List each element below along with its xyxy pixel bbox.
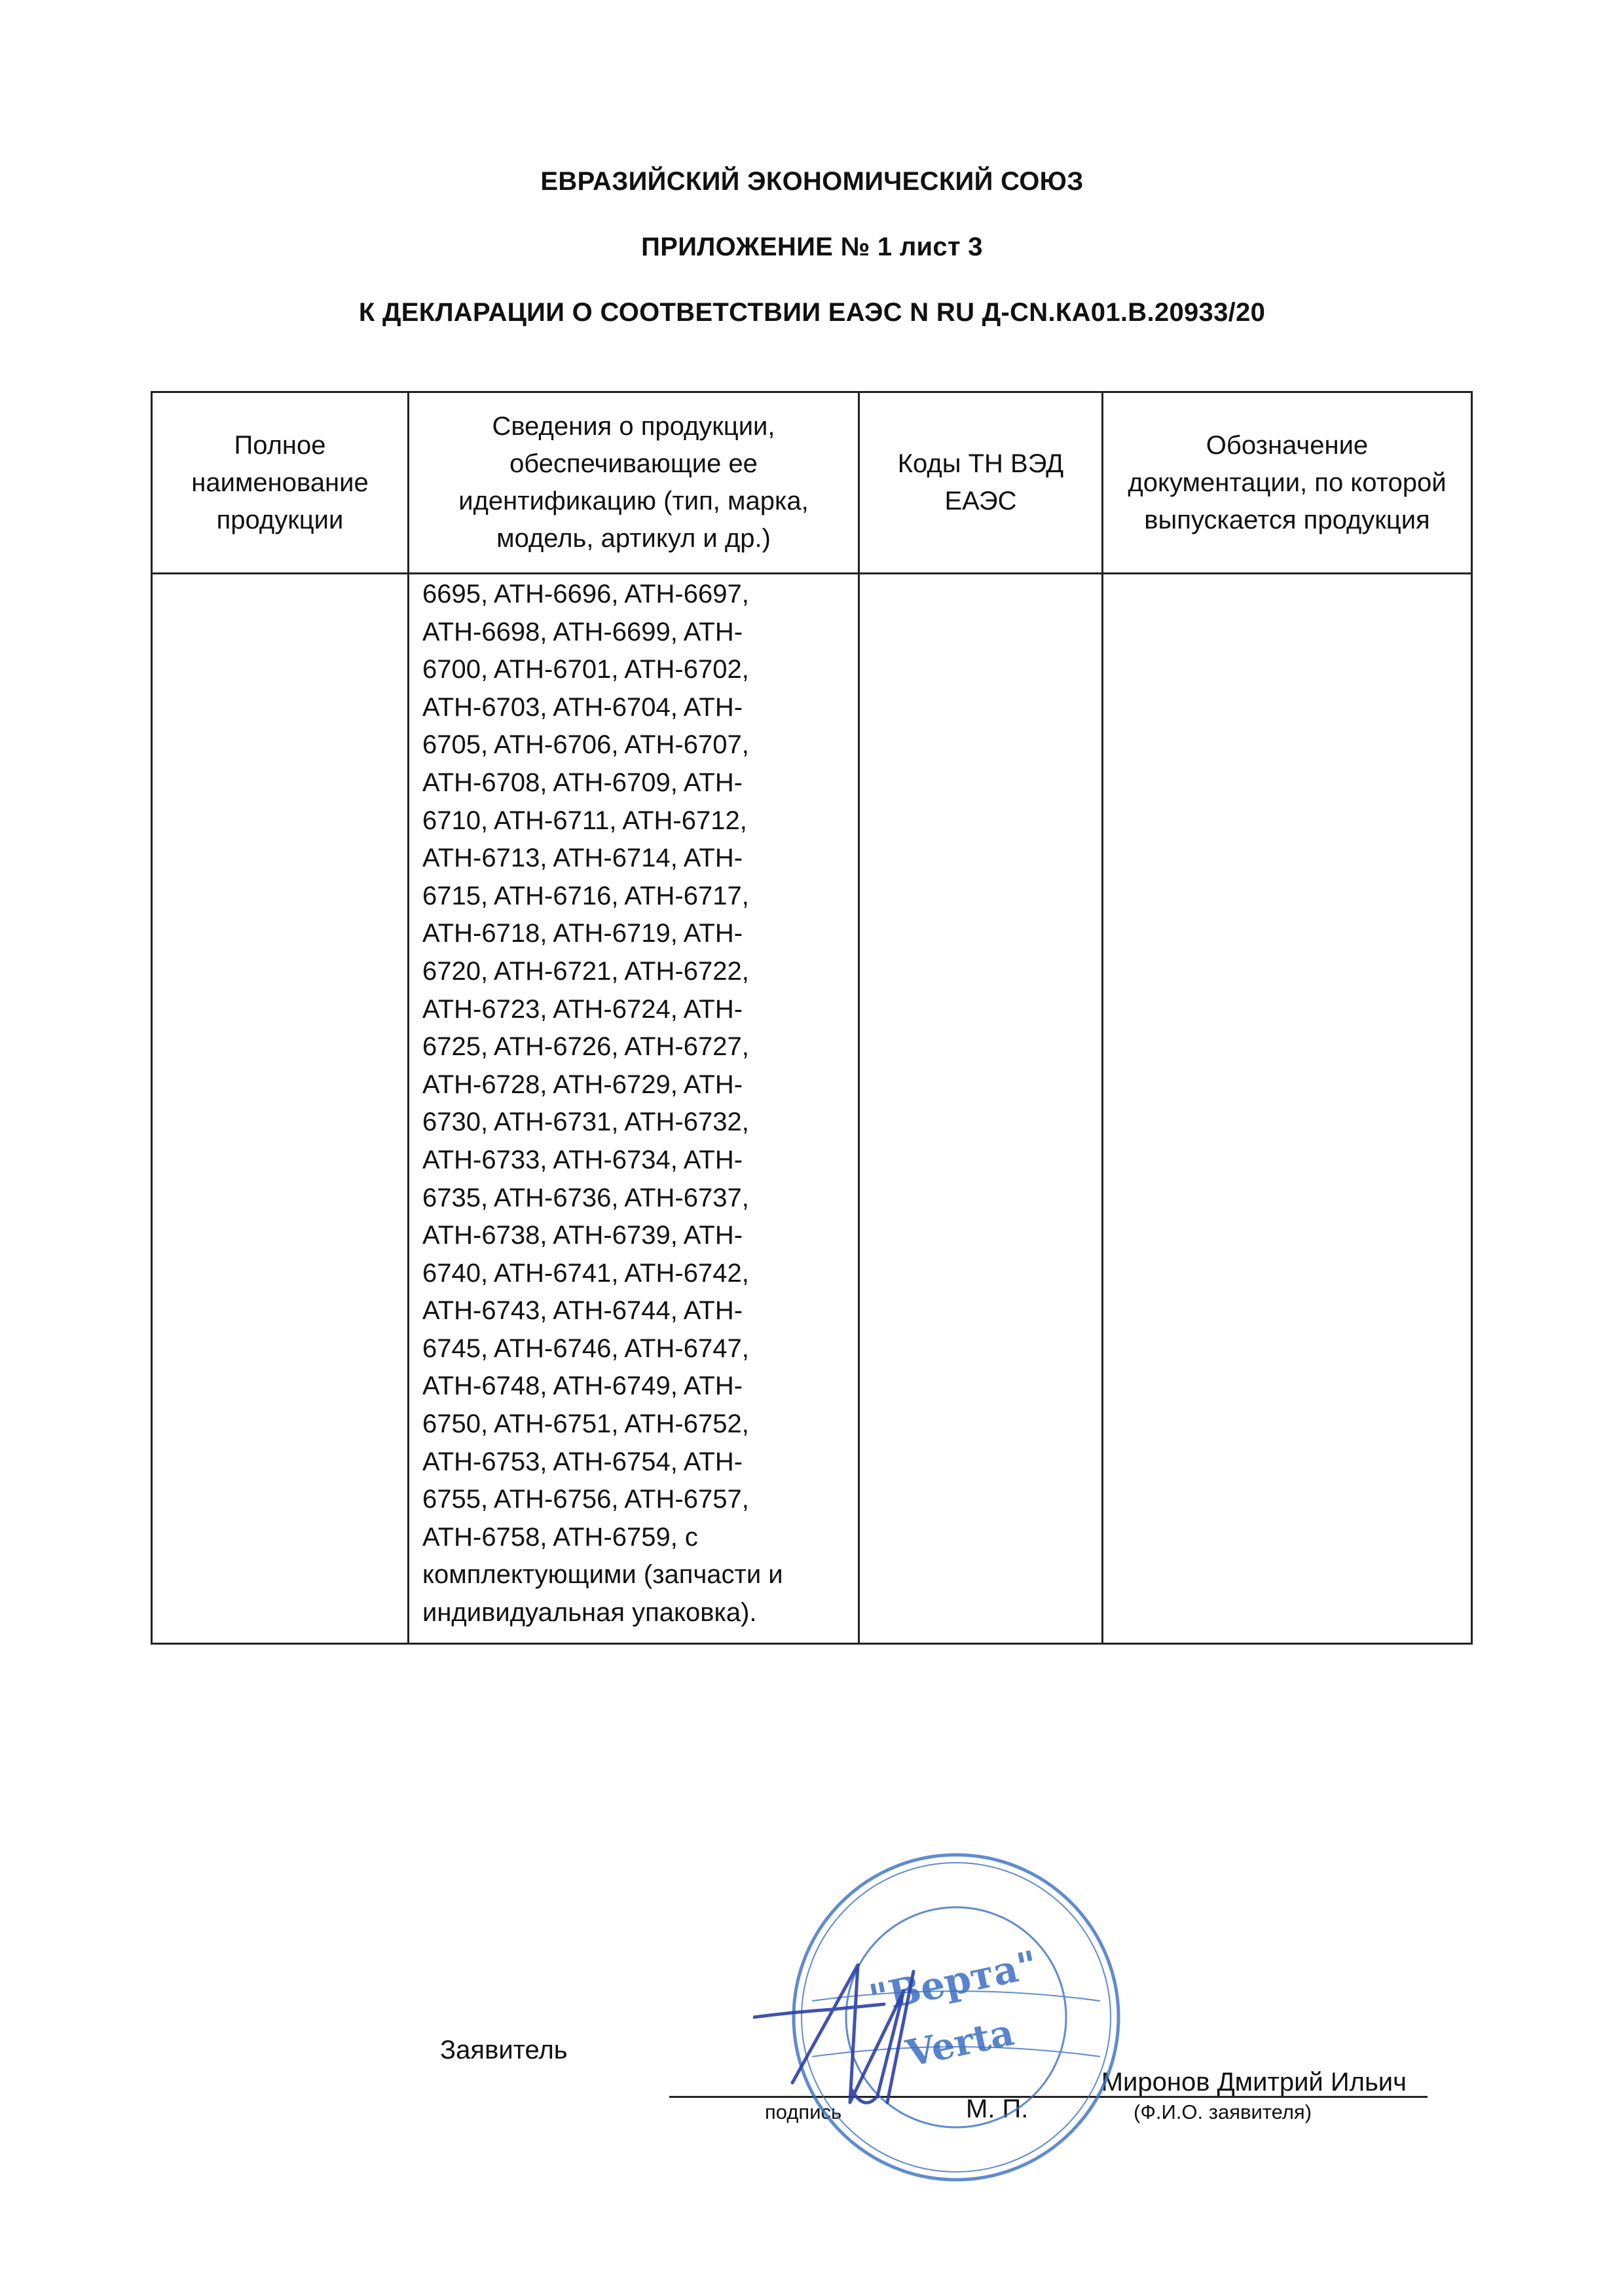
column-header-tn-ved-codes: Коды ТН ВЭД ЕАЭС: [859, 392, 1103, 574]
cell-product-name: [152, 574, 409, 1644]
column-header-documentation: Обозначение документации, по которой выпускается продукция: [1103, 392, 1472, 574]
applicant-label: Заявитель: [440, 2036, 568, 2064]
applicant-name: Миронов Дмитрий Ильич: [1101, 2068, 1407, 2097]
column-header-product-name: Полное наименование продукции: [152, 392, 409, 574]
stamp-name-ru: "Верта": [865, 1942, 1042, 2021]
table-row: [152, 574, 1472, 1644]
cell-identification: [409, 574, 859, 1644]
name-caption: (Ф.И.О. заявителя): [1134, 2100, 1312, 2123]
stamp-name-en: Verta: [902, 2010, 1018, 2076]
union-title: ЕВРАЗИЙСКИЙ ЭКОНОМИЧЕСКИЙ СОЮЗ: [540, 167, 1084, 196]
appendix-title: ПРИЛОЖЕНИЕ № 1 лист 3: [641, 233, 983, 261]
cell-tn-ved-codes: [859, 574, 1103, 1644]
cell-documentation: [1103, 574, 1472, 1644]
product-table: [151, 391, 1473, 1645]
declaration-title: К ДЕКЛАРАЦИИ О СООТВЕТСТВИИ ЕАЭС N RU Д-CN.КА01.В.20933/20: [358, 298, 1266, 327]
model-list: 6695, ATH-6696, ATH-6697, ATH-6698, ATH-6699, ATH- 6700, ATH-6701, ATH-6702, ATH-6703, ATH-6704, ATH- 6705, ATH-6706, ATH-6707, ATH-6708, ATH-6709, ATH- 6710, ATH-6711, ATH-6712, ATH-6713, ATH-6714, ATH- 6715, ATH-6716, ATH-6717, ATH-6718, ATH-6719, ATH- 6720, ATH-6721, ATH-6722, ATH-6723, ATH-6724, ATH- 6725, ATH-6726, ATH-6727, ATH-6728, ATH-6729, ATH- 6730, ATH-6731, ATH-6732, ATH-6733, ATH-6734, ATH- 6735, ATH-6736, ATH-6737, ATH-6738, ATH-6739, ATH- 6740, ATH-6741, ATH-6742, ATH-6743, ATH-6744, ATH- 6745, ATH-6746, ATH-6747, ATH-6748, ATH-6749, ATH- 6750, ATH-6751, ATH-6752, ATH-6753, ATH-6754, ATH- 6755, ATH-6756, ATH-6757, ATH-6758, ATH-6759, с комплектующими (запчасти и индивидуальная упаковка).: [422, 580, 783, 1628]
table-header-row: [152, 392, 1472, 574]
handwritten-signature: [753, 1952, 1028, 2116]
stamp-caption: М. П.: [966, 2095, 1029, 2123]
signature-caption: подпись: [765, 2100, 842, 2123]
column-header-identification: Сведения о продукции, обеспечивающие ее идентификацию (тип, марка, модель, артикул и др.): [409, 392, 859, 574]
